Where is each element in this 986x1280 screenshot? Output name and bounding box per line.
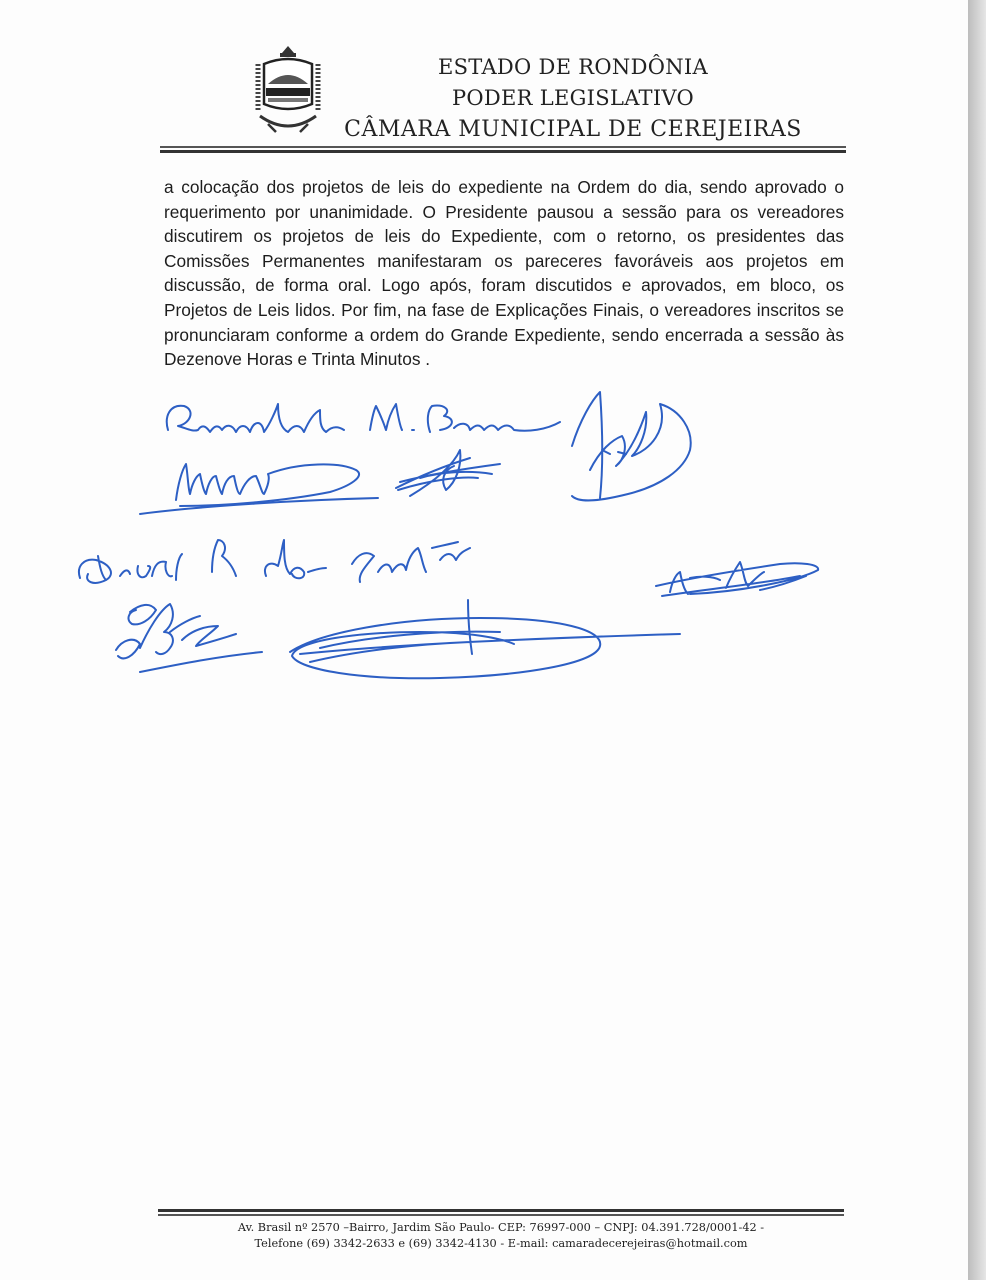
page-edge: [968, 0, 986, 1280]
footer-address: Av. Brasil nº 2570 –Bairro, Jardim São Paulo- CEP: 76997-000 – CNPJ: 04.391.728/0001-42 -: [237, 1221, 765, 1234]
letterhead: [330, 52, 816, 145]
footer-divider: [158, 1209, 844, 1217]
signature-7: [116, 604, 262, 672]
signature-6: [656, 562, 818, 596]
footer: [158, 1220, 844, 1251]
signature-3: [176, 464, 359, 506]
signature-4: [396, 450, 500, 496]
municipal-seal: [246, 44, 330, 138]
header-divider: [160, 146, 846, 154]
branch-name: PODER LEGISLATIVO: [451, 86, 695, 110]
minutes-text: a colocação dos projetos de leis do expediente na Ordem do dia, sendo aprovado o requerimento por unanimidade. O Presidente pausou a sessão para os vereadores discutirem os projetos de leis do Expediente, com o retorno, os presidentes das Comissões Permanentes manifestaram os pareceres favoráveis aos projetos em discussão, de forma oral. Logo após, foram discutidos e aprovados, em bloco, os Projetos de Leis lidos. Por fim, na fase de Explicações Finais, o vereadores inscritos se pronunciaram conforme a ordem do Grande Expediente, sendo encerrada a sessão às Dezenove Horas e Trinta Minutos .: [164, 177, 844, 370]
signature-1: [167, 404, 560, 432]
signature-2: [572, 392, 691, 500]
signature-8: [290, 600, 680, 678]
signature-5: [79, 540, 470, 583]
chamber-name: CÂMARA MUNICIPAL DE CEREJEIRAS: [344, 117, 802, 142]
footer-contact: Telefone (69) 3342-2633 e (69) 3342-4130 - E-mail: camaradecerejeiras@hotmail.com: [254, 1236, 748, 1250]
state-name: ESTADO DE RONDÔNIA: [437, 55, 708, 79]
